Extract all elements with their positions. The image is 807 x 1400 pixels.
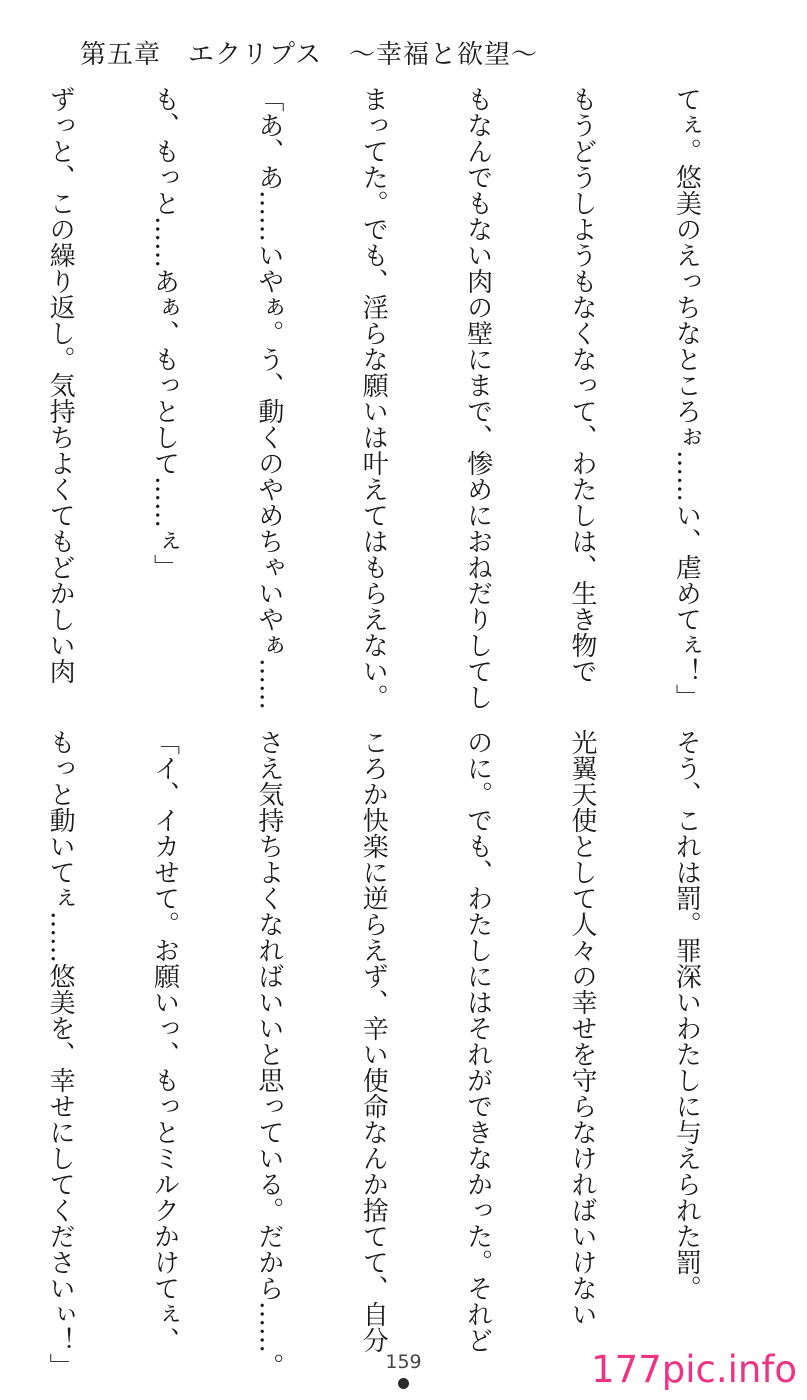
top-text-block (0, 86, 773, 710)
text-line: てぇ。悠美のえっちなところぉ……い、虐めてぇ！」 (671, 86, 702, 710)
chapter-title: 第五章 エクリプス ～幸福と欲望～ (80, 40, 538, 70)
text-line: もうどうしようもなくなって、わたしは、生き物で (567, 86, 598, 684)
text-line: もっと動いてぇ……悠美を、幸せにしてくださいぃ！」 (45, 729, 76, 1379)
text-line: ずっと、この繰り返し。気持ちよくてもどかしい肉 (45, 86, 76, 684)
text-line: 「あ、あ……いやぁ。う、動くのやめちゃいやぁ…… (253, 86, 284, 710)
text-line: もなんでもない肉の壁にまで、惨めにおねだりしてし (462, 86, 493, 710)
text-line: 光翼天使として人々の幸せを守らなければいけない (567, 729, 598, 1327)
text-line: 「イ、イカせて。お願いっ、もっとミルクかけてぇ、 (149, 729, 180, 1353)
text-line: そう、これは罰。罪深いわたしに与えられた罰。 (671, 729, 702, 1301)
text-line: も、もっと……あぁ、もっとして……ぇ」 (149, 86, 180, 580)
text-line: ころか快楽に逆らえず、辛い使命なんか捨てて、自分 (358, 729, 389, 1353)
text-line: さえ気持ちよくなればいいと思っている。だから……。 (253, 729, 284, 1379)
watermark-text: 177pic.info (591, 1348, 797, 1391)
text-line: のに。でも、わたしにはそれができなかった。それど (462, 729, 493, 1353)
page-marker-dot (398, 1378, 409, 1389)
page-number: 159 (385, 1351, 422, 1373)
text-line: まってた。でも、淫らな願いは叶えてはもらえない。 (358, 86, 389, 710)
